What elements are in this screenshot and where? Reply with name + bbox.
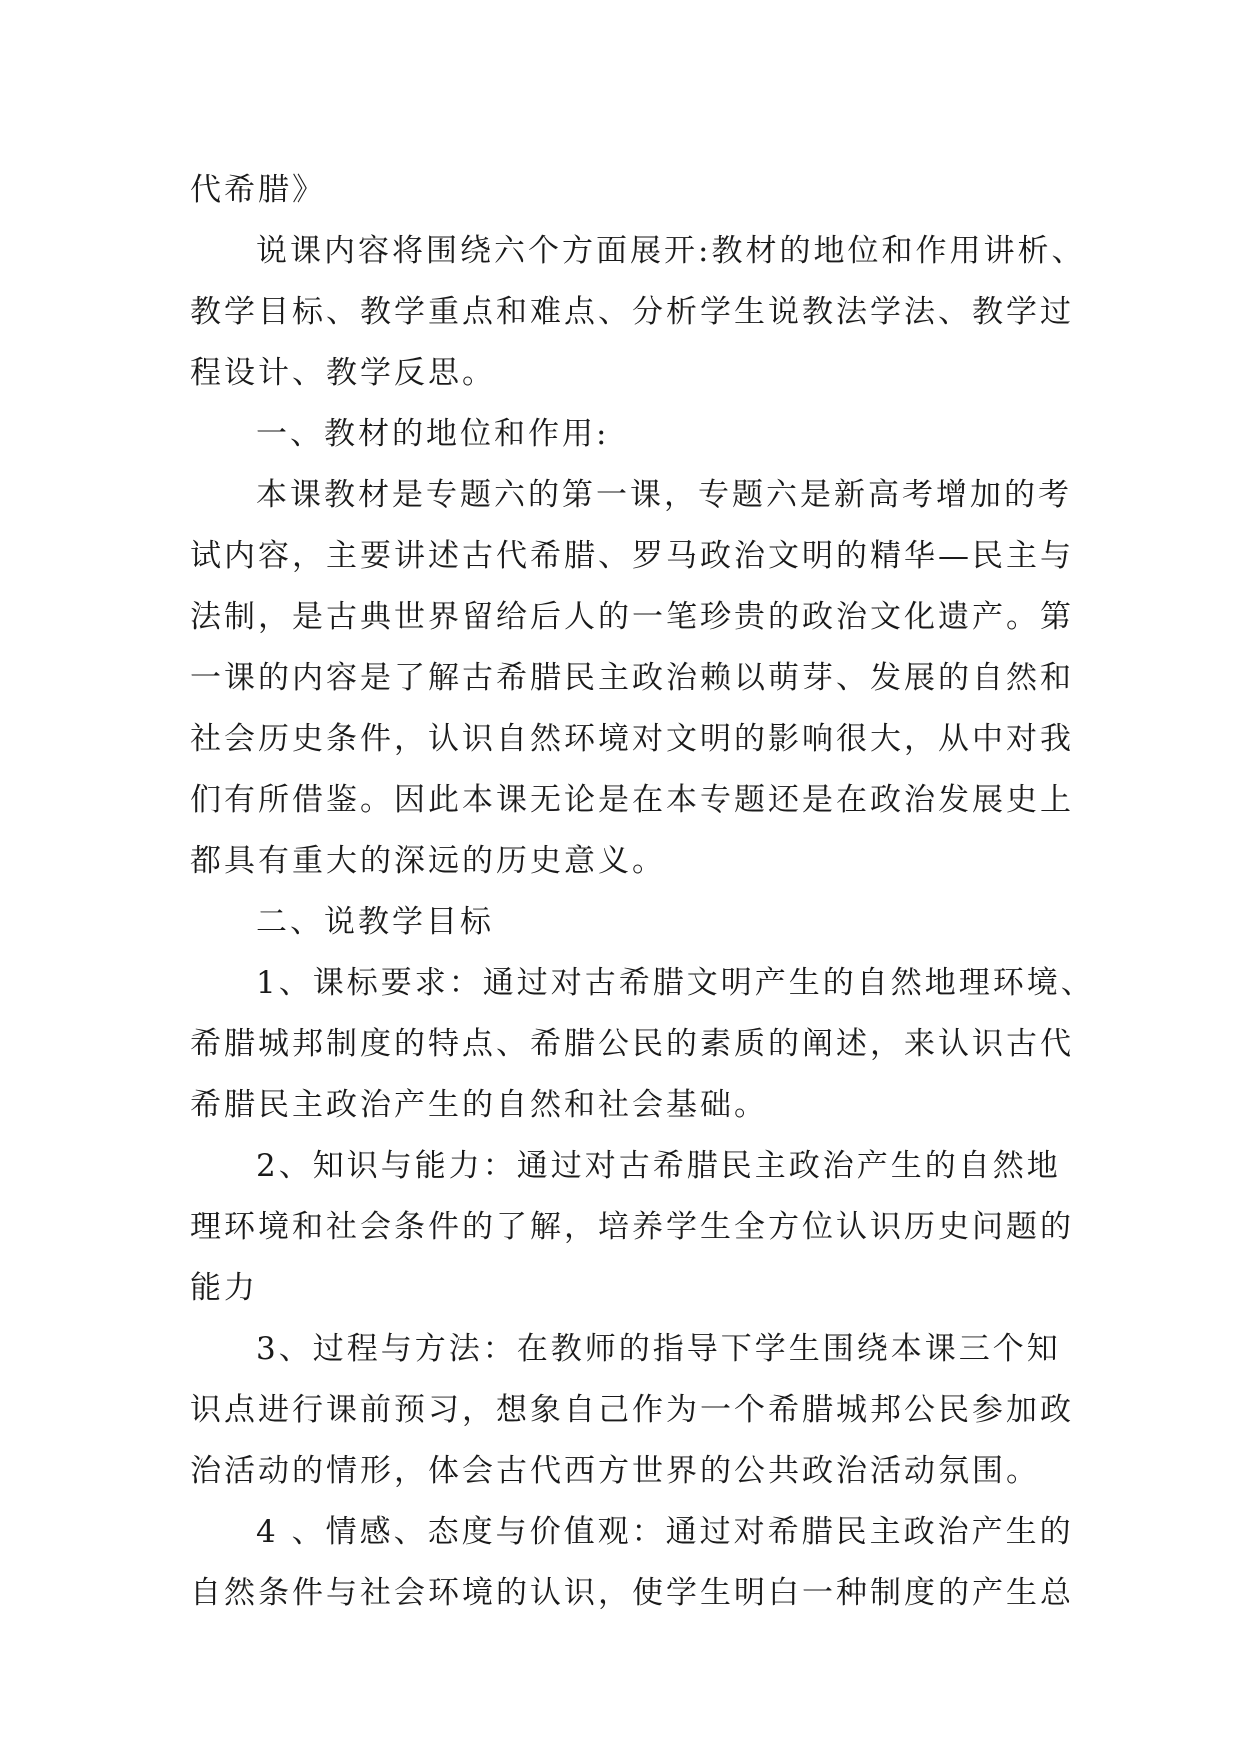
text-line: 们有所借鉴。因此本课无论是在本专题还是在政治发展史上	[190, 782, 1074, 818]
text-line: 试内容，主要讲述古代希腊、罗马政治文明的精华—民主与	[190, 538, 1074, 574]
text-line: 代希腊》	[190, 172, 326, 208]
text-line: 理环境和社会条件的了解，培养学生全方位认识历史问题的	[190, 1209, 1074, 1245]
text-line: 二、说教学目标	[256, 904, 494, 940]
text-line: 程设计、教学反思。	[190, 355, 496, 391]
text-line: 教学目标、教学重点和难点、分析学生说教法学法、教学过	[190, 294, 1074, 330]
text-line: 自然条件与社会环境的认识，使学生明白一种制度的产生总	[190, 1575, 1074, 1611]
text-line: 本课教材是专题六的第一课，专题六是新高考增加的考	[256, 477, 1072, 513]
text-line: 1、课标要求：通过对古希腊文明产生的自然地理环境、	[256, 965, 1095, 1001]
text-line: 说课内容将围绕六个方面展开:教材的地位和作用讲析、	[256, 233, 1086, 269]
text-line: 一、教材的地位和作用:	[256, 416, 610, 452]
text-line: 识点进行课前预习，想象自己作为一个希腊城邦公民参加政	[190, 1392, 1074, 1428]
text-line: 2、知识与能力：通过对古希腊民主政治产生的自然地	[256, 1148, 1061, 1184]
text-line: 法制，是古典世界留给后人的一笔珍贵的政治文化遗产。第	[190, 599, 1074, 635]
text-line: 都具有重大的深远的历史意义。	[190, 843, 666, 879]
text-line: 希腊城邦制度的特点、希腊公民的素质的阐述，来认识古代	[190, 1026, 1074, 1062]
text-line: 能力	[190, 1270, 258, 1306]
text-line: 希腊民主政治产生的自然和社会基础。	[190, 1087, 768, 1123]
document-body	[190, 160, 1095, 1624]
text-line: 4 、情感、态度与价值观：通过对希腊民主政治产生的	[256, 1514, 1074, 1550]
text-line: 一课的内容是了解古希腊民主政治赖以萌芽、发展的自然和	[190, 660, 1074, 696]
text-line: 治活动的情形，体会古代西方世界的公共政治活动氛围。	[190, 1453, 1040, 1489]
text-line: 社会历史条件，认识自然环境对文明的影响很大，从中对我	[190, 721, 1074, 757]
text-line: 3、过程与方法：在教师的指导下学生围绕本课三个知	[256, 1331, 1061, 1367]
